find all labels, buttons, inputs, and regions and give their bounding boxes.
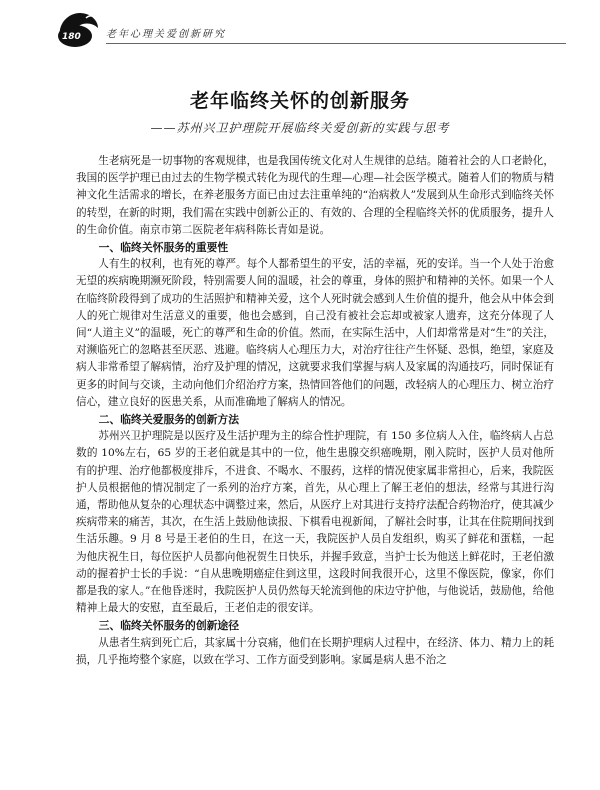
paragraph: 生老病死是一切事物的客观规律，也是我国传统文化对人生规律的总结。随着社会的人口老龄化，我国的医学护理已由过去的生物学模式转化为现代的生理—心理—社会医学模式。随着人们的物质与精神文化生活需求的增长，在养老服务方面已由过去注重单纯的“治病救人”发展到从生命形式到临终关怀的转型，在新的时期，我们需在实践中创新公正的、有效的、合理的全程临终关怀的优质服务，提升人的生命价值。南京市第二医院老年病科陈长青如是说。: [76, 155, 554, 236]
paragraph: 人有生的权利，也有死的尊严。每个人都希望生的平安，活的幸福，死的安详。当一个人处于治愈无望的疾病晚期濒死阶段，特别需要人间的温暖，社会的尊重，身体的照护和精神的关怀。如果一个人在临终阶段得到了成功的生活照护和精神关爱，这个人死时就会感到人生价值的提升，他会从中体会到人的死亡规律对生活意义的重要，他也会感到，自己没有被社会忘却或被家人遗弃，这充分体现了人间“人道主义”的温暖，死亡的尊严和生命的价值。然而，在实际生活中，人们却常常是对“生”的关注，对濒临死亡的忽略甚至厌恶、逃避。临终病人心理压力大，对治疗往往产生怀疑、恐惧，绝望，家庭及病人非常希望了解病情，治疗及护理的情况，这就要求我们掌握与病人及家属的沟通技巧，同时保证有更多的时间与交谈，主动向他们介绍治疗方案，热情回答他们的问题，改轻病人的心理压力、树立治疗信心，建立良好的医患关系，从而准确地了解病人的情况。: [76, 258, 554, 408]
section-heading: 一、临终关怀服务的重要性: [98, 241, 229, 255]
article-subtitle: ——苏州兴卫护理院开展临终关爱创新的实践与思考: [150, 121, 450, 135]
header-rule: [106, 43, 566, 44]
page-header: [56, 10, 576, 50]
paragraph: 从患者生病到死亡后，其家属十分哀痛，他们在长期护理病人过程中，在经济、体力、精力上的耗损，几乎拖垮整个家庭，以致在学习、工作方面受到影响。家属是病人患不治之: [76, 636, 554, 666]
page-number: 180: [62, 32, 81, 42]
running-title: 老年心理关爱创新研究: [106, 29, 226, 40]
section-heading: 二、临终关爱服务的创新方法: [98, 413, 240, 427]
article-title: 老年临终关怀的创新服务: [189, 90, 410, 112]
article-body: [76, 153, 554, 669]
chapter-logo-icon: [56, 10, 100, 50]
paragraph: 苏州兴卫护理院是以医疗及生活护理为主的综合性护理院，有 150 多位病人入住，临终病人占总数的 10%左右，65 岁的王老伯就是其中的一位，他生患腺交织癌晚期，刚入院时，医护人员对他所有的护理、治疗他都极度排斥，不进食、不喝水、不服药，这样的情况使家属非常担心，后来，我院医护人员根据他的情况制定了一系列的治疗方案，首先，从心理上了解王老伯的想法，经常与其进行沟通，帮助他从复杂的心理状态中调整过来，然后，从医疗上对其进行支持疗法配合药物治疗，使其减少疾病带来的痛苦，其次，在生活上鼓励他读报、下棋看电视新闻，了解社会时事，让其在住院期间找到生活乐趣。9 月 8 号是王老伯的生日，在这一天，我院医护人员自发组织，购买了鲜花和蛋糕，一起为他庆祝生日，每位医护人员都向他祝贺生日快乐，并握手致意，当护士长为他送上鲜花时，王老伯激动的握着护士长的手说：“自从患晚期癌症住到这里，这段时间我很开心，这里不像医院，像家，你们都是我的家人。”在他昏迷时，我院医护人员仍然每天轮流到他的床边守护他，与他说话，鼓励他，给他精神上最大的安慰，直至最后，王老伯走的很安详。: [76, 430, 554, 615]
section-heading: 三、临终关怀服务的创新途径: [98, 619, 240, 633]
